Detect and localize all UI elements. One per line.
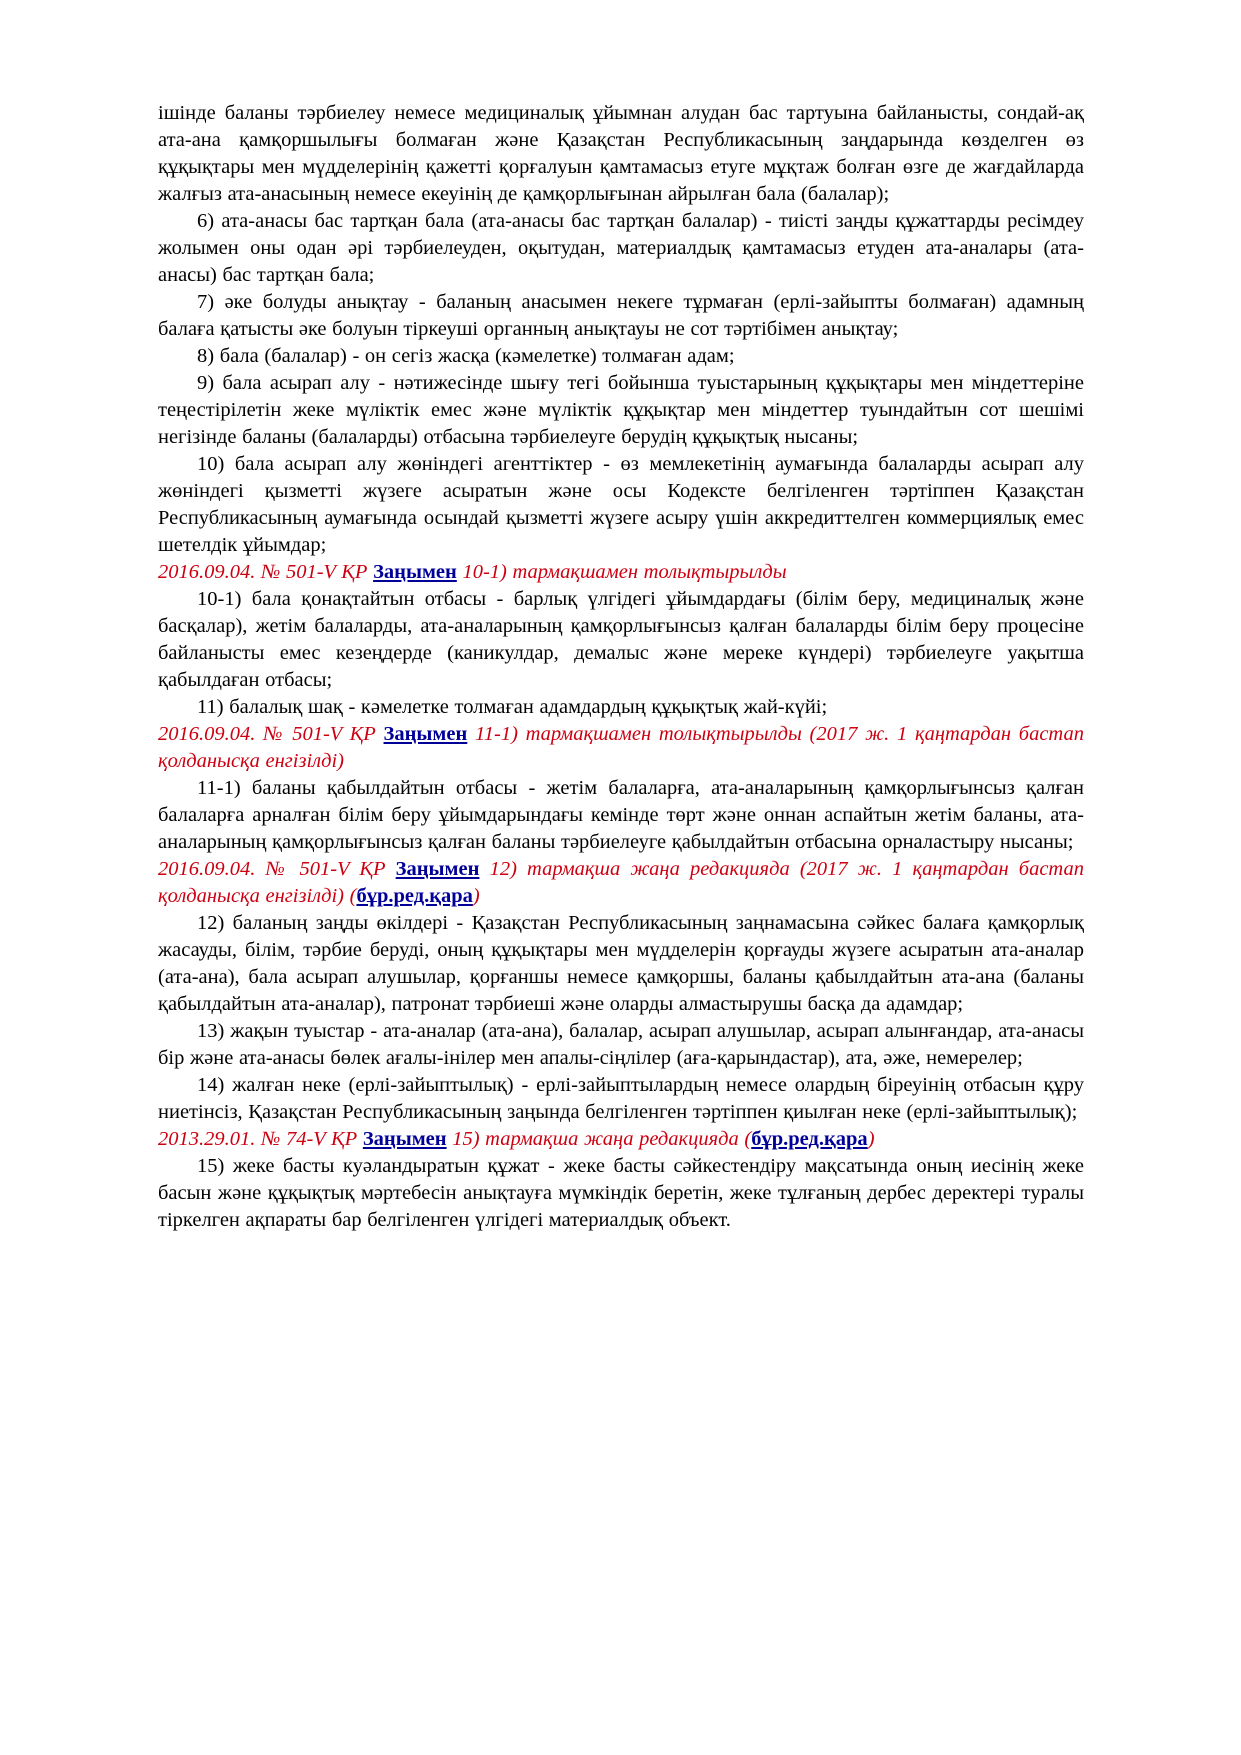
amendment-text: 11-1) тармақшамен толықтырылды (2017 ж. 1 қаңтардан бастап қолданысқа енгізілді) bbox=[158, 723, 1084, 772]
body-text: 10-1) бала қонақтайтын отбасы - барлық үлгідегі ұйымдардағы (білім беру, медициналық және басқалар), жетім балаларды, ата-аналарының қамқорлығынсыз қалған балаларды білім беру процесіне байланысты емес кезеңдерде (каникулдар, демалыс және мереке күндері) тәрбиелеуге уақытша қабылдаған отбасы; bbox=[158, 588, 1084, 691]
amendment-text: 15) тармақша жаңа редакцияда ( bbox=[446, 1128, 752, 1150]
amendment-text: ) bbox=[867, 1128, 875, 1150]
body-text: 12) баланың заңды өкілдері - Қазақстан Республикасының заңнамасына сәйкес балаға қамқорлық жасауды, білім, тәрбие беруді, оның құқықтары мен мүдделерін қорғауды жүзеге асыратын ата-аналар (ата-ана), бала асырап алушылар, қорғаншы немесе қамқоршы, баланы қабылдайтын ата-ана (баланы қабылдайтын ата-аналар), патронат тәрбиеші және оларды алмастырушы басқа да адамдар; bbox=[158, 912, 1084, 1015]
paragraph bbox=[158, 289, 1084, 343]
amendment-text: 2016.09.04. № 501-V ҚР bbox=[158, 561, 374, 583]
amendment-note bbox=[158, 721, 1084, 775]
document-body bbox=[158, 100, 1084, 1234]
body-text: 8) бала (балалар) - он сегіз жасқа (кәмелетке) толмаған адам; bbox=[197, 345, 735, 367]
body-text: 15) жеке басты куәландыратын құжат - жеке басты сәйкестендіру мақсатында оның иесінің жеке басын және құқықтық мәртебесін анықтауға мүмкіндік беретін, жеке тұлғаның дербес деректері туралы тіркелген ақпараты бар белгіленген үлгідегі материалдық объект. bbox=[158, 1155, 1084, 1231]
amendment-note bbox=[158, 1126, 1084, 1153]
paragraph bbox=[158, 1153, 1084, 1234]
amendment-note bbox=[158, 856, 1084, 910]
body-text: 6) ата-анасы бас тартқан бала (ата-анасы бас тартқан балалар) - тиісті заңды құжаттарды ресімдеу жолымен оны одан әрі тәрбиелеуден, оқытудан, материалдық қамтамасыз етуден ата-аналары (ата-анасы) бас тартқан бала; bbox=[158, 210, 1084, 286]
paragraph bbox=[158, 451, 1084, 559]
paragraph bbox=[158, 694, 1084, 721]
body-text: ішінде баланы тәрбиелеу немесе медициналық ұйымнан алудан бас тартуына байланысты, сондай-ақ ата-ана қамқоршылығы болмаған және Қазақстан Республикасының заңдарында көзделген өз құқықтары мен мүдделерінің қажетті қорғалуын қамтамасыз етуге мұқтаж болған өзге де жағдайларда жалғыз ата-анасының немесе екеуінің де қамқорлығынан айрылған бала (балалар); bbox=[158, 102, 1084, 205]
paragraph bbox=[158, 775, 1084, 856]
paragraph bbox=[158, 208, 1084, 289]
amendment-text: ) bbox=[472, 885, 480, 907]
paragraph bbox=[158, 343, 1084, 370]
body-text: 10) бала асырап алу жөніндегі агенттіктер - өз мемлекетінің аумағында балаларды асырап алу жөніндегі қызметті жүзеге асыратын және осы Кодексте белгіленген тәртіппен Қазақстан Республикасының аумағында осындай қызметті жүзеге асыру үшін аккредиттелген коммерциялық емес шетелдік ұйымдар; bbox=[158, 453, 1084, 556]
paragraph bbox=[158, 100, 1084, 208]
amendment-note bbox=[158, 559, 1084, 586]
amendment-text: 2016.09.04. № 501-V ҚР bbox=[158, 723, 384, 745]
paragraph bbox=[158, 1018, 1084, 1072]
law-link[interactable]: бұр.ред.қара bbox=[751, 1128, 868, 1150]
body-text: 14) жалған неке (ерлі-зайыптылық) - ерлі-зайыптылардың немесе олардың біреуінің отбасын құру ниетінсіз, Қазақстан Республикасының заңында белгіленген тәртіппен қиылған неке (ерлі-зайыптылық); bbox=[158, 1074, 1084, 1123]
body-text: 13) жақын туыстар - ата-аналар (ата-ана), балалар, асырап алушылар, асырап алынғандар, ата-анасы бір және ата-анасы бөлек ағалы-інілер мен апалы-сіңлілер (аға-қарындастар), ата, әже, немерелер; bbox=[158, 1020, 1084, 1069]
paragraph bbox=[158, 586, 1084, 694]
amendment-text: 12) тармақша жаңа редакцияда (2017 ж. 1 қаңтардан бастап қолданысқа енгізілді) ( bbox=[158, 858, 1084, 907]
body-text: 7) әке болуды анықтау - баланың анасымен некеге тұрмаған (ерлі-зайыпты болмаған) адамның балаға қатысты әке болуын тіркеуші органның анықтауы не сот тәртібімен анықтау; bbox=[158, 291, 1084, 340]
body-text: 11) балалық шақ - кәмелетке толмаған адамдардың құқықтық жай-күйі; bbox=[197, 696, 828, 718]
law-link[interactable]: Заңымен bbox=[373, 561, 457, 583]
law-link[interactable]: Заңымен bbox=[362, 1128, 447, 1150]
paragraph bbox=[158, 910, 1084, 1018]
law-link[interactable]: Заңымен bbox=[395, 858, 480, 880]
amendment-text: 2016.09.04. № 501-V ҚР bbox=[158, 858, 396, 880]
paragraph bbox=[158, 370, 1084, 451]
paragraph bbox=[158, 1072, 1084, 1126]
amendment-text: 2013.29.01. № 74-V ҚР bbox=[158, 1128, 363, 1150]
amendment-text: 10-1) тармақшамен толықтырылды bbox=[456, 561, 787, 583]
law-link[interactable]: бұр.ред.қара bbox=[356, 885, 473, 907]
body-text: 11-1) баланы қабылдайтын отбасы - жетім балаларға, ата-аналарының қамқорлығынсыз қалған балаларға арналған білім беру ұйымдарындағы кемінде төрт және оннан аспайтын жетім баланы, ата-аналарының қамқорлығынсыз қалған баланы тәрбиелеуге қабылдайтын отбасына орналастыру нысаны; bbox=[158, 777, 1084, 853]
body-text: 9) бала асырап алу - нәтижесінде шығу тегі бойынша туыстарының құқықтары мен міндеттеріне теңестірілетін жеке мүліктік емес және мүліктік құқықтар мен міндеттер туындайтын сот шешімі негізінде баланы (балаларды) отбасына тәрбиелеуге берудің құқықтық нысаны; bbox=[158, 372, 1084, 448]
law-link[interactable]: Заңымен bbox=[383, 723, 468, 745]
